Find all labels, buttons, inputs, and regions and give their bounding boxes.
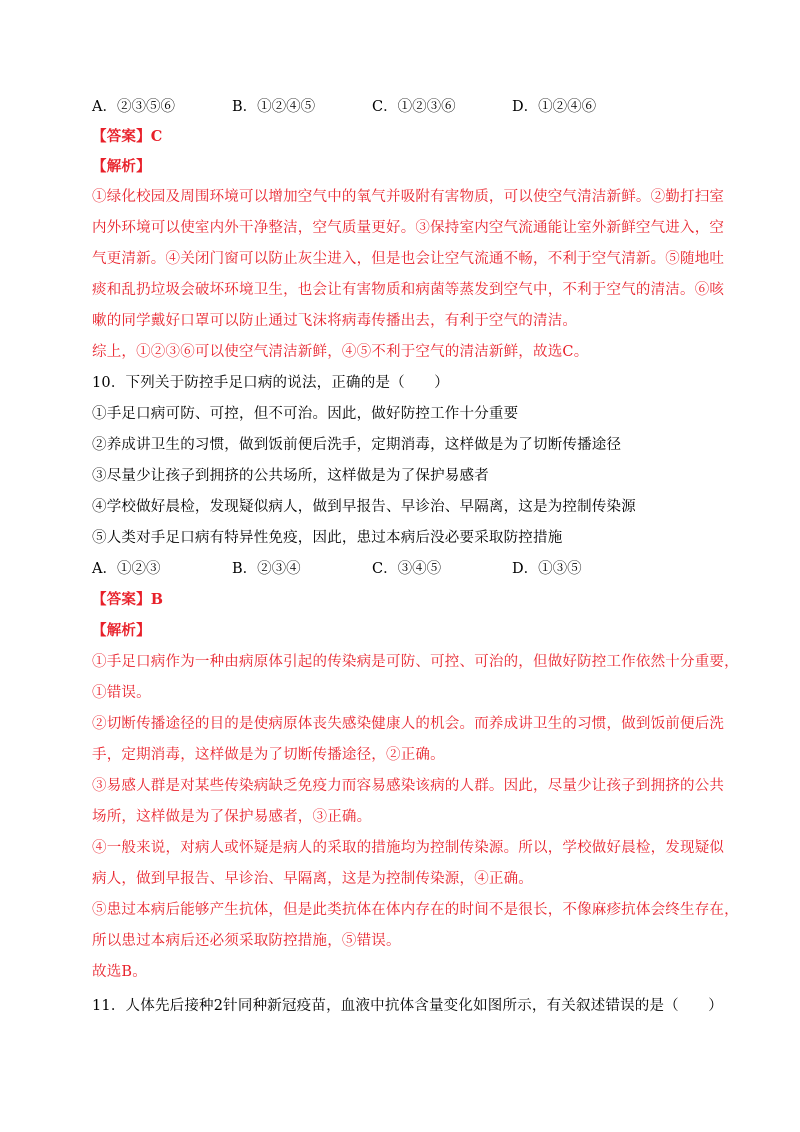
- q9-analysis-title: 【解析】: [92, 158, 151, 175]
- q10-analysis-line: 手，定期消毒，这样做是为了切断传播途径，②正确。: [92, 747, 445, 763]
- q10-analysis-line: ①手足口病作为一种由病原体引起的传染病是可防、可控、可治的，但做好防控工作依然十分重要，: [92, 654, 739, 670]
- q10-analysis-line: 场所，这样做是为了保护易感者，③正确。: [92, 809, 372, 825]
- q9-analysis-line: ①绿化校园及周围环境可以增加空气中的氧气并吸附有害物质，可以使空气清洁新鲜。②勤打扫室: [92, 189, 725, 205]
- q10-analysis-line: ⑤患过本病后能够产生抗体，但是此类抗体在体内存在的时间不是很长，不像麻疹抗体会终生存在，: [92, 902, 739, 918]
- q10-statement: ④学校做好晨检，发现疑似病人，做到早报告、早诊治、早隔离，这是为控制传染源: [92, 499, 636, 515]
- q10-statement: ①手足口病可防、可控，但不可治。因此，做好防控工作十分重要: [92, 406, 519, 422]
- q10-option-d: D．①③⑤: [512, 561, 582, 577]
- q9-analysis-line: 气更清新。④关闭门窗可以防止灰尘进入，但是也会让空气流通不畅，不利于空气清新。⑤随地吐: [92, 251, 725, 267]
- q10-statement: ②养成讲卫生的习惯，做到饭前便后洗手，定期消毒，这样做是为了切断传播途径: [92, 437, 622, 453]
- q10-analysis-line: 所以患过本病后还必须采取防控措施，⑤错误。: [92, 933, 401, 949]
- q10-option-b: B．②③④: [232, 561, 301, 577]
- q9-answer: 【答案】C: [92, 128, 163, 145]
- q10-analysis-line: ①错误。: [92, 685, 151, 701]
- q10-option-a: A．①②③: [92, 561, 161, 577]
- q10-answer: 【答案】B: [92, 591, 164, 608]
- q10-analysis-line: ②切断传播途径的目的是使病原体丧失感染健康人的机会。而养成讲卫生的习惯，做到饭前便后洗: [92, 716, 725, 732]
- q10-statement: ③尽量少让孩子到拥挤的公共场所，这样做是为了保护易感者: [92, 468, 489, 484]
- q10-analysis-line: ④一般来说，对病人或怀疑是病人的采取的措施均为控制传染源。所以，学校做好晨检，发现疑似: [92, 840, 725, 856]
- q11-stem: 11．人体先后接种2针同种新冠疫苗，血液中抗体含量变化如图所示，有关叙述错误的是（ ）: [92, 998, 723, 1014]
- q9-analysis-line: 痰和乱扔垃圾会破坏环境卫生，也会让有害物质和病菌等蒸发到空气中，不利于空气的清洁。⑥咳: [92, 282, 725, 298]
- q10-stem: 10．下列关于防控手足口病的说法，正确的是（ ）: [92, 375, 449, 391]
- q9-analysis-line: 嗽的同学戴好口罩可以防止通过飞沫将病毒传播出去，有利于空气的清洁。: [92, 313, 578, 329]
- q9-option-c: C．①②③⑥: [372, 99, 456, 115]
- q10-conclusion: 故选B。: [92, 964, 147, 980]
- q10-analysis-line: ③易感人群是对某些传染病缺乏免疫力而容易感染该病的人群。因此，尽量少让孩子到拥挤的公共: [92, 778, 725, 794]
- q9-option-b: B．①②④⑤: [232, 99, 316, 115]
- q9-option-d: D．①②④⑥: [512, 99, 597, 115]
- q10-statement: ⑤人类对手足口病有特异性免疫，因此，患过本病后没必要采取防控措施: [92, 530, 563, 546]
- q10-analysis-title: 【解析】: [92, 622, 151, 639]
- q10-option-c: C．③④⑤: [372, 561, 442, 577]
- q9-conclusion: 综上，①②③⑥可以使空气清洁新鲜，④⑤不利于空气的清洁新鲜，故选C。: [92, 344, 589, 360]
- q10-analysis-line: 病人，做到早报告、早诊治、早隔离，这是为控制传染源，④正确。: [92, 871, 533, 887]
- q9-analysis-line: 内外环境可以使室内外干净整洁，空气质量更好。③保持室内空气流通能让室外新鲜空气进入，空: [92, 220, 725, 236]
- q9-option-a: A．②③⑤⑥: [92, 99, 175, 115]
